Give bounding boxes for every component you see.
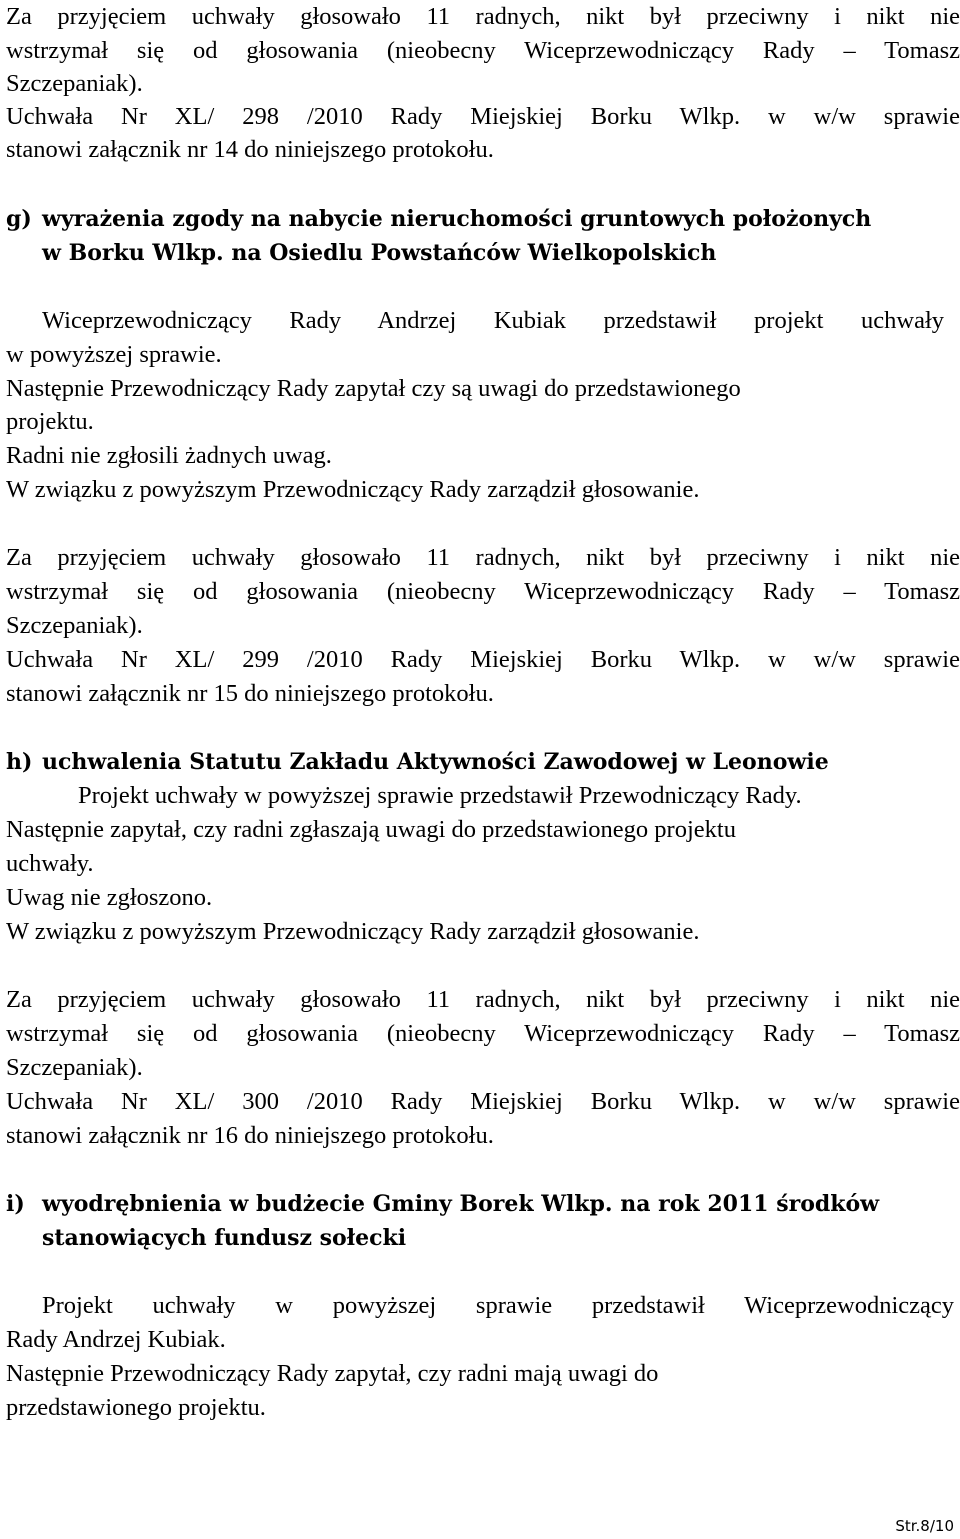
paragraph-line: Wiceprzewodniczący Rady Andrzej Kubiak przedstawił projekt uchwały bbox=[42, 307, 944, 334]
paragraph-line: wstrzymał się od głosowania (nieobecny Wiceprzewodniczący Rady – Tomasz bbox=[6, 37, 960, 64]
paragraph-line: stanowi załącznik nr 15 do niniejszego protokołu. bbox=[6, 680, 494, 707]
heading-label: g) bbox=[6, 206, 32, 232]
paragraph-line: Szczepaniak). bbox=[6, 70, 143, 97]
paragraph-line: Następnie Przewodniczący Rady zapytał, czy radni mają uwagi do bbox=[6, 1360, 659, 1387]
paragraph-line: Uchwała Nr XL/ 300 /2010 Rady Miejskiej Borku Wlkp. w w/w sprawie bbox=[6, 1088, 960, 1115]
paragraph-line: przedstawionego projektu. bbox=[6, 1394, 266, 1421]
heading-text: stanowiących fundusz sołecki bbox=[42, 1225, 407, 1251]
paragraph-line: Rady Andrzej Kubiak. bbox=[6, 1326, 226, 1353]
paragraph-line: Radni nie zgłosili żadnych uwag. bbox=[6, 442, 332, 469]
heading-label: i) bbox=[6, 1191, 25, 1217]
paragraph-line: Szczepaniak). bbox=[6, 612, 143, 639]
paragraph-line: w powyższej sprawie. bbox=[6, 341, 222, 368]
paragraph-line: Za przyjęciem uchwały głosowało 11 radnych, nikt był przeciwny i nikt nie bbox=[6, 3, 960, 30]
paragraph-line: stanowi załącznik nr 14 do niniejszego protokołu. bbox=[6, 136, 494, 163]
paragraph-line: Szczepaniak). bbox=[6, 1054, 143, 1081]
heading-label: h) bbox=[6, 749, 33, 775]
paragraph-line: Za przyjęciem uchwały głosowało 11 radnych, nikt był przeciwny i nikt nie bbox=[6, 544, 960, 571]
paragraph-line: Projekt uchwały w powyższej sprawie przedstawił Przewodniczący Rady. bbox=[78, 782, 802, 809]
heading-text: wyodrębnienia w budżecie Gminy Borek Wlkp. na rok 2011 środków bbox=[42, 1191, 880, 1217]
paragraph-line: Uwag nie zgłoszono. bbox=[6, 884, 213, 911]
paragraph-line: Uchwała Nr XL/ 298 /2010 Rady Miejskiej Borku Wlkp. w w/w sprawie bbox=[6, 103, 960, 130]
paragraph-line: Za przyjęciem uchwały głosowało 11 radnych, nikt był przeciwny i nikt nie bbox=[6, 986, 960, 1013]
paragraph-line: W związku z powyższym Przewodniczący Rady zarządził głosowanie. bbox=[6, 918, 700, 945]
paragraph-line: stanowi załącznik nr 16 do niniejszego protokołu. bbox=[6, 1122, 494, 1149]
paragraph-line: Następnie zapytał, czy radni zgłaszają uwagi do przedstawionego projektu bbox=[6, 816, 736, 843]
paragraph-line: Następnie Przewodniczący Rady zapytał czy są uwagi do przedstawionego bbox=[6, 375, 741, 402]
paragraph-line: projektu. bbox=[6, 408, 94, 435]
heading-text: wyrażenia zgody na nabycie nieruchomości gruntowych położonych bbox=[42, 206, 872, 232]
paragraph-line: wstrzymał się od głosowania (nieobecny Wiceprzewodniczący Rady – Tomasz bbox=[6, 578, 960, 605]
page-number: Str.8/10 bbox=[895, 1517, 954, 1535]
paragraph-line: wstrzymał się od głosowania (nieobecny Wiceprzewodniczący Rady – Tomasz bbox=[6, 1020, 960, 1047]
paragraph-line: W związku z powyższym Przewodniczący Rady zarządził głosowanie. bbox=[6, 476, 700, 503]
heading-text: w Borku Wlkp. na Osiedlu Powstańców Wielkopolskich bbox=[42, 240, 717, 266]
paragraph-line: uchwały. bbox=[6, 850, 94, 877]
paragraph-line: Projekt uchwały w powyższej sprawie przedstawił Wiceprzewodniczący bbox=[42, 1292, 954, 1319]
heading-text: uchwalenia Statutu Zakładu Aktywności Zawodowej w Leonowie bbox=[42, 749, 829, 775]
paragraph-line: Uchwała Nr XL/ 299 /2010 Rady Miejskiej Borku Wlkp. w w/w sprawie bbox=[6, 646, 960, 673]
